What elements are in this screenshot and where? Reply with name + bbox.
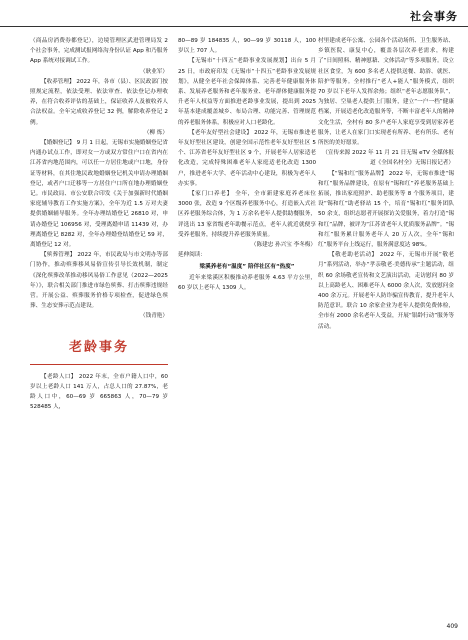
page-header — [0, 0, 468, 32]
column-1 — [30, 36, 168, 413]
banner-rule — [30, 364, 168, 365]
paragraph-plan: 【无锡市“十四五”老龄事业发展规划】出台 5 月 25 日，市政府印发《无锡市“十四五”老龄事业发展规划》，从健全老年社会保障体系、完善老年健康服务体系、发展养老服务和老年服务业、老年群体健康服务提升老年人权益等方面推进老龄事业发展，提出到 2025 年基本建成覆盖城乡、布局合理、功能完善、管理规范的养老服务体系，积极应对人口老龄化。 — [178, 58, 316, 126]
header-rule — [0, 26, 468, 27]
column-3 — [318, 36, 454, 332]
extended-reading-title: 梁溪养老有“温度” 陪伴社区有“热度” — [199, 264, 295, 271]
paragraph: 村里建成老年公寓、公园各个活动场所、卫生服务站、乡镇医院、康复中心，覆盖各层次养老需求，构建了“日间照料、精神慰藉、文体活动”等多项服务。设立社区食堂，为 600 多名老人提供送餐、助浴、就医、陪护等服务。全村推行“老人+能人”服务模式，组织 70 岁以下老年人发挥余热；组织“老年志愿服务队”，为独居、空巢老人提供上门服务，建立“一户一档”健康档案，开展适老化改造服务等，不断丰富老年人的精神文化生活，全村有 80 多户老年人家庭享受到居家养老服务，让老人在家门口实现老有所养、老有所乐、老有所医的美好愿景。 — [318, 38, 454, 147]
paragraph: （商品房消费券都登记），边境管理区武进管理局发 2 个社会事务，完成测试报网络沟身份认证 App 和乃服务 App 系统对接调试工作。 — [30, 38, 168, 65]
paragraph-elderly-population: 【老龄人口】 2022 年末，全市户籍人口中，60 岁以上老龄人口 141 万人，占总人口的 27.87%，老龄人口中，60—69 岁 665863 人，70—79 岁 528485 人， — [30, 373, 168, 411]
banner-title: 老龄事务 — [68, 339, 129, 355]
paragraph-funeral: 【殡葬管理】 2022 年，市民政局与市文明办等部门协作，推动殡葬移风易俗宣传引导长效机制，制定《深化殡葬改革推动移风易俗工作意见（2022—2025 年）》，联合相关部门推进市绿色殡葬、打击殡葬违规经营。开展公益、殡葬服务价格专项检查，促进绿色殡葬、生态安葬示范点建设。 — [30, 252, 168, 310]
paragraph-adoption: 【收养管理】 2022 年，各市（县）、区民政部门按照规定流程，依法受理、依法审查、依法登记办理收养，在符合收养评估的基础上，保证收养人及被收养人合法权益。全年完成收养登记 32 例，解除收养登记 2 例。 — [30, 78, 168, 126]
author-signature: （柳 炼） — [143, 129, 168, 136]
paragraph-doorstep-care: 【家门口养老】 全年，全市新建家庭养老床位 3000 张，改造 9 个区级养老服务中心，打造嵌入式社区养老服务综合体，为 1 万余名老年人提供助餐服务，评选出 13 家省级老年助餐示范点，老年人就近就便享受养老服务，持续提升养老服务质量。 — [178, 191, 316, 238]
column-2 — [178, 36, 316, 293]
section-banner — [30, 328, 168, 368]
extended-reading-label: 延伸阅读： — [178, 252, 206, 259]
author-signature: （耿业军） — [140, 68, 168, 75]
paragraph-friendly-society: 【老年友好型社会建设】 2022 年，无锡市推进老年友好型社区建设，创建全国示范性老年友好型社区 5 个、江苏省老年友好型社区 9 个，开展老年人居家适老化改造，完成特殊困难老年人家庭适老化改造 1300 户，推进老年大学、老年活动中心建设，积极为老年人办实事。 — [178, 129, 316, 187]
author-signature: （钱青艳） — [140, 313, 168, 320]
author-signature: （陈建忠 孙兴宝 李冬梅） — [250, 242, 316, 249]
paragraph: 80—89 岁 184835 人，90—99 岁 30118 人，100 岁以上 707 人。 — [178, 38, 316, 55]
source-note: （宣传来源 2022 年 11 月 21 日无锡 eTV 全媒体报道《全国名村全》无锡日报记者） — [322, 150, 454, 167]
paragraph-marriage: 【婚姻登记】 9 月 1 日起，无锡市实施婚姻登记省内通办试点工作，即对女一方或双方常住户口在省内在江苏省内地范围内，可以任一方居住地或户口地，身份证等材料，在其住地民政地婚姻登记机关申请办理婚姻登记，或者户口迁移等一方居住户口所在地办理婚姻登记。市民政局、市公安联合印发《关于加强新时代婚姻家庭辅导教育工作实施方案》，全年为近 1.5 万对夫妻提供婚姻辅导服务。全年办理结婚登记 26810 对，申请办婚登记 106956 对，受理离婚申请 11439 对，办理离婚登记 8282 对，全年办理婚登结婚登记 59 对，离婚登记 12 对。 — [30, 140, 168, 249]
paragraph-brand: 【“锡和红”服务品牌】 2022 年，无锡市推进“锡和红”服务品牌建设，在原有“锡和红”养老服务基础上拓展，推出家庭照护、助老服务等 8 个服务项目，建设“锡和红”助老驿站 15 个，培育“锡和红”服务团队 50 余支，组织志愿者开展探访关爱服务，着力打造“锡和红”品牌，被评为“江苏省老年人优质服务品牌”。“锡和红”服务累计服务老年人 20 万人次，全年“锡和红”服务平台上线运行，服务满意度达 98%。 — [318, 170, 454, 249]
page-number: 409 — [446, 623, 458, 630]
section-title: 社会事务 — [410, 10, 458, 23]
paragraph: 近年来梁溪区积极推动养老服务 4.63 平方公里，60 岁以上老年人 1309 人。 — [178, 274, 316, 291]
paragraph-respect-elders: 【敬老助老活动】 2022 年，无锡市开展“敬老月”系列活动，举办“孝亲敬老·美德传承”主题活动，组织 60 余场敬老宣传和文艺演出活动，走访慰问 80 岁以上高龄老人、困难老年人 6000 余人次，发放慰问金 400 余万元。开展老年人防诈骗宣传教育，提升老年人防范意识。联合 10 余家企业为老年人提供免费体检，全市有 2000 余名老年人受益，开展“银龄行动”服务等活动。 — [318, 252, 454, 330]
